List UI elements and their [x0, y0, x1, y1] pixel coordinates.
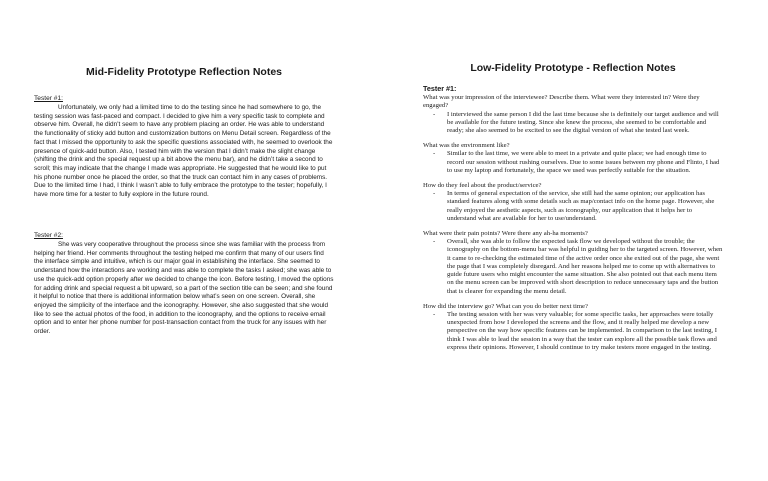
- answer-text: Overall, she was able to follow the expected task flow we developed without the trouble; the iconography on the bottom-menu bar was helpful in guiding her to the targeted screen. However, when it came to re-checking the estimated time of the active order once she exited out of the page, she went the page that I was completely disregard. And her reasons helped me to come up with alternatives to guide future users who might encounter the same situation. She also pointed out that each menu item on the menu screen can be improved with short description to reduce unnecessary taps and the button that is clearer for expanding the menu detail.: [447, 237, 723, 295]
- list-dash: -: [433, 189, 436, 197]
- question: How did the interview go? What can you do better next time?: [423, 302, 588, 310]
- mid-tester-1-notes: Unfortunately, we only had a limited time to do the testing since he had somewhere to go, the testing session was fast-paced and compact. I decided to give him a very specific task to complete and observe him. Overall, he didn’t seem to have any problem placing an order. He was able to understand the functionality of sticky add button and customization buttons on Menu Detail screen. Regardless of the fact that I missed the opportunity to ask the specific questions associated with, he seemed to overlook the presence of quick-add button. Also, I tested him with the version that I didn’t make the slight change (shifting the drink and the special request up a bit above the menu bar), and he didn’t take a second to scroll; this may indicate that the change I made was appropriate. He suggested that he would like to put his phone number once he placed the order, so that the truck can contact him in any cases of problems. Due to the limited time I had, I think I wasn’t able to fully embrace the prototype to the tester; hopefully, I have more time for a tester to fully explore in the future round.: [34, 104, 333, 199]
- qa-block: [423, 142, 723, 175]
- low-fidelity-notes: [423, 0, 723, 481]
- list-dash: -: [433, 237, 436, 245]
- low-fidelity-title: Low-Fidelity Prototype - Reflection Notes: [470, 62, 676, 74]
- mid-tester-1-label: Tester #1:: [34, 95, 63, 102]
- answer-text: In terms of general expectation of the service, she still had the same opinion; our application has standard features along with some details such as map/contact info on the home page. However, she really enjoyed the aesthetic aspects, such as iconography, our application that it helps her to understand what are available for her to use/understand.: [447, 189, 715, 222]
- answer: [423, 150, 723, 175]
- answer-text: I interviewed the same person I did the last time because she is definitely our target audience and will be available for the future testing. Since she knew the process, she seemed to be comfortable and ready; she also seemed to be excited to see the digital version of what she tested last week.: [447, 110, 719, 135]
- mid-fidelity-title: Mid-Fidelity Prototype Reflection Notes: [85, 66, 282, 78]
- low-fidelity-body: [423, 84, 723, 359]
- answer-text: Similar to the last time, we were able to meet in a private and quite place; we had enough time to record our session without rushing ourselves. Due to some issues between my phone and Flinto, I had to use my laptop and fortunately, the space we used was perfectly suitable for the situation.: [447, 150, 720, 174]
- answer: [423, 111, 723, 136]
- list-dash: -: [433, 110, 436, 118]
- question: What was the environment like?: [423, 141, 510, 149]
- low-tester-1-label: Tester #1:: [423, 84, 457, 93]
- answer: [423, 238, 723, 296]
- mid-fidelity-notes: [34, 0, 334, 481]
- list-dash: -: [433, 310, 436, 318]
- mid-tester-2-notes: She was very cooperative throughout the process since she was familiar with the process from helping her friend. Her comments throughout the testing helped me confirm that many of our users find the interface simple and intuitive, which is our major goal in establishing the interface. She seemed to understand how the interactions are working and was able to complete the tasks I asked; she was able to use the quick-add option properly after we decided to change the icon. Before testing, I moved the options for adding drink and special request a bit upward, so a part of the section title can be seen; and she found it helpful to notice that there is additional information below what’s seen on one screen. Overall, she enjoyed the simplicity of the interface and the iconography. However, she also suggested that she would like to see the actual photos of the food, in addition to the iconography, and the options to receive email option and to enter her phone number for post-transaction contact from the truck for any issues with her order.: [34, 241, 334, 336]
- answer: [423, 311, 723, 352]
- mid-tester-2-label: Tester #2:: [34, 232, 63, 239]
- list-dash: -: [433, 150, 436, 158]
- qa-block: [423, 182, 723, 223]
- question: What was your impression of the interviewee? Describe them. What were they interested in? Were they engaged?: [423, 94, 700, 110]
- question: What were their pain points? Were there any ah-ha moments?: [423, 229, 588, 237]
- question: How do they feel about the product/service?: [423, 181, 542, 189]
- qa-block: [423, 94, 723, 135]
- qa-block: [423, 230, 723, 296]
- answer: [423, 190, 723, 223]
- answer-text: The testing session with her was very valuable; for some specific tasks, her approaches were totally unexpected from how I developed the screens and the flow, and it really helped me develop a new perspective on the way how specific features can be implemented. In comparison to the last testing, I think I was able to lead the session in a way that the tester can explore all the possible task flows and express their opinions. However, I should continue to try make testers more engaged in the testing.: [447, 310, 718, 352]
- qa-block: [423, 303, 723, 353]
